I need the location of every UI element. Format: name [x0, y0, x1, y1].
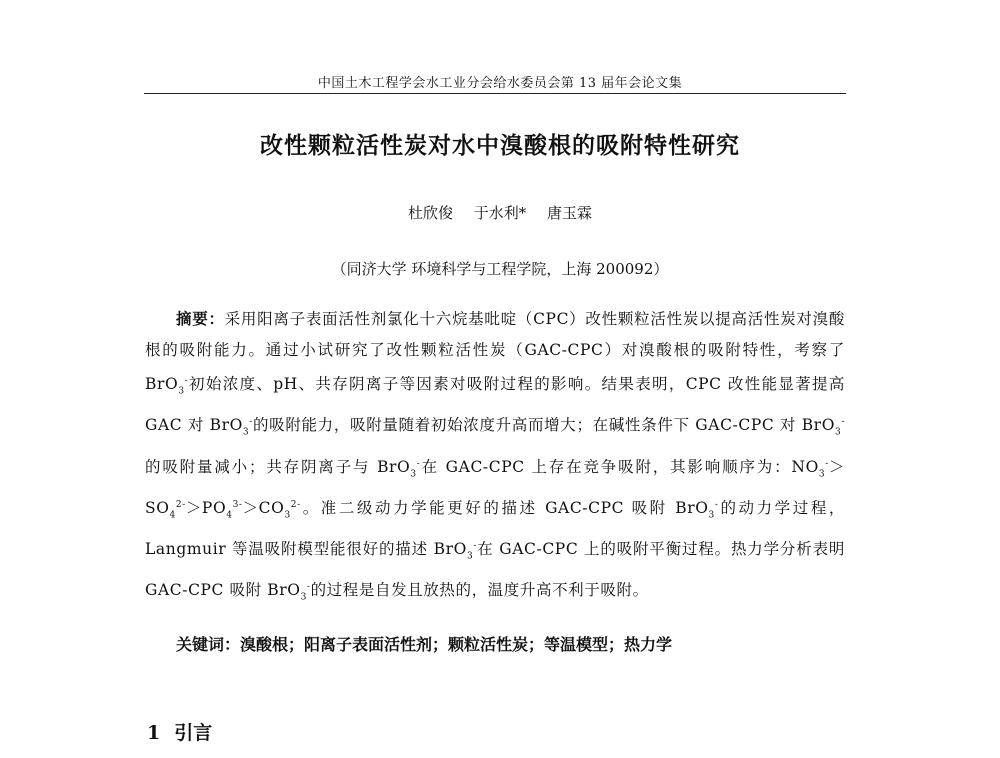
abstract-label: 摘要： [176, 310, 225, 328]
section-heading [147, 718, 212, 745]
author: 唐玉霖 [547, 204, 593, 222]
subscript: 3 [242, 427, 250, 438]
superscript: - [473, 541, 477, 551]
section-number: 1 [147, 722, 161, 744]
abstract-text: ＞PO [185, 498, 227, 517]
author: 于水利* [473, 204, 527, 222]
author-list [0, 202, 1000, 223]
superscript: - [825, 458, 829, 469]
superscript: - [184, 376, 189, 386]
subscript: 4 [169, 510, 176, 520]
abstract-text: ＞CO [242, 498, 285, 517]
subscript: 3 [284, 510, 291, 520]
subscript: 3 [410, 468, 417, 479]
subscript: 3 [818, 468, 826, 479]
running-header: 中国土木工程学会水工业分会给水委员会第 13 届年会论文集 [317, 76, 683, 91]
subscript: 3 [300, 592, 307, 603]
author: 杜欣俊 [407, 204, 453, 222]
abstract-text: 。准二级动力学能更好的描述 GAC-CPC 吸附 BrO [300, 498, 709, 517]
abstract-text: 在 GAC-CPC 上的吸附平衡过程。热力学分析表明 GAC-CPC 吸附 BrO [145, 540, 845, 600]
abstract-text: 的过程是自发且放热的，温度升高不利于吸附。 [310, 581, 649, 600]
abstract-text: 的动力学过程，Langmuir 等温吸附模型能很好的描述 BrO [145, 498, 845, 559]
subscript: 4 [226, 510, 233, 520]
affiliation: （同济大学 环境科学与工程学院，上海 200092） [331, 260, 669, 278]
superscript: - [841, 417, 845, 428]
subscript: 3 [466, 551, 474, 562]
subscript: 3 [178, 386, 185, 397]
abstract [145, 304, 845, 614]
superscript: 2- [175, 499, 186, 510]
subscript: 3 [708, 510, 715, 520]
section-title: 引言 [174, 722, 213, 744]
abstract-text: 采用阳离子表面活性剂氯化十六烷基吡啶（CPC）改性颗粒活性炭以提高活性炭对溴酸根的吸附能力。通过小试研究了改性颗粒活性炭（GAC-CPC）对溴酸根的吸附特性，考察了 BrO [145, 310, 845, 394]
subscript: 3 [835, 427, 842, 438]
abstract-text: ＞SO [145, 457, 845, 517]
abstract-text: 在 GAC-CPC 上存在竞争吸附，其影响顺序为：NO [420, 457, 819, 476]
superscript: 3- [232, 499, 243, 510]
abstract-text: 初始浓度、pH、共存阴离子等因素对吸附过程的影响。结果表明，CPC 改性能显著提高 GAC 对 BrO [145, 375, 845, 435]
superscript: 2- [290, 499, 301, 510]
superscript: - [714, 499, 719, 510]
superscript: - [306, 582, 311, 593]
header-rule [144, 93, 846, 94]
superscript: - [416, 458, 421, 469]
paper-title: 改性颗粒活性炭对水中溴酸根的吸附特性研究 [260, 133, 740, 159]
superscript: - [249, 417, 253, 428]
abstract-text: 的吸附量减小；共存阴离子与 BrO [145, 457, 411, 476]
abstract-text: 的吸附能力，吸附量随着初始浓度升高而增大；在碱性条件下 GAC-CPC 对 BrO [252, 416, 836, 435]
keywords: 关键词：溴酸根；阳离子表面活性剂；颗粒活性炭；等温模型；热力学 [176, 635, 673, 654]
